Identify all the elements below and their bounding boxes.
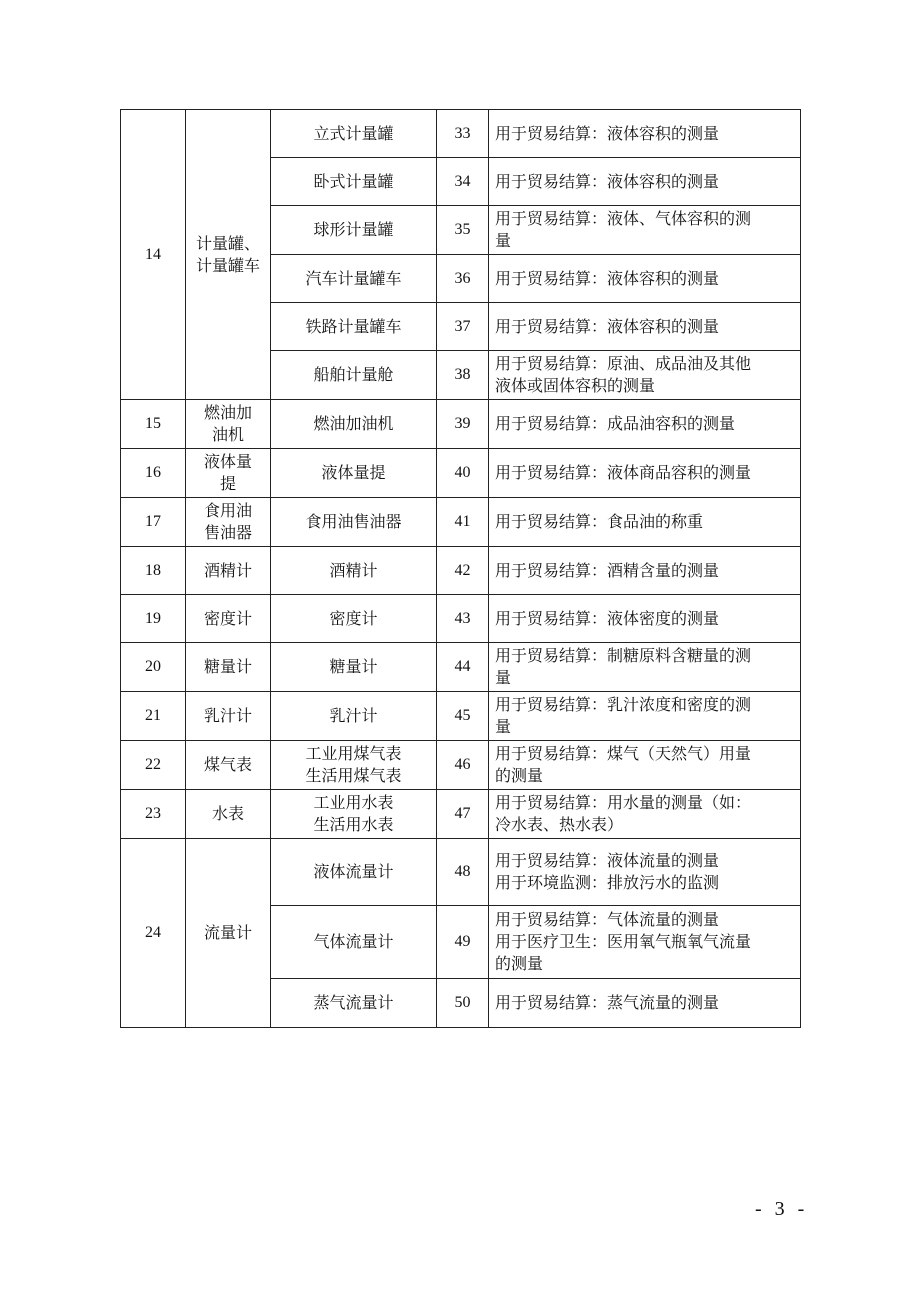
table-row (121, 741, 801, 790)
category-name: 密度计 (186, 595, 271, 643)
row-number: 19 (121, 595, 186, 643)
instrument-name: 食用油售油器 (271, 498, 437, 547)
table-row (121, 547, 801, 595)
instrument-name: 船舶计量舱 (271, 351, 437, 400)
sequence-number: 50 (437, 979, 489, 1028)
row-number: 23 (121, 790, 186, 839)
sequence-number: 34 (437, 158, 489, 206)
row-number: 21 (121, 692, 186, 741)
usage-description: 用于贸易结算：制糖原料含糖量的测 量 (489, 643, 801, 692)
usage-description: 用于贸易结算：液体容积的测量 (489, 110, 801, 158)
sequence-number: 45 (437, 692, 489, 741)
instrument-name: 密度计 (271, 595, 437, 643)
table-row (121, 449, 801, 498)
table-row (121, 595, 801, 643)
row-number: 24 (121, 839, 186, 1028)
table-row (121, 498, 801, 547)
instrument-name: 蒸气流量计 (271, 979, 437, 1028)
instrument-name: 球形计量罐 (271, 206, 437, 255)
instrument-name: 乳汁计 (271, 692, 437, 741)
usage-description: 用于贸易结算：酒精含量的测量 (489, 547, 801, 595)
table-body (121, 110, 801, 1028)
instrument-name: 汽车计量罐车 (271, 255, 437, 303)
row-number: 20 (121, 643, 186, 692)
category-name: 煤气表 (186, 741, 271, 790)
category-name: 乳汁计 (186, 692, 271, 741)
row-number: 15 (121, 400, 186, 449)
usage-description: 用于贸易结算：液体容积的测量 (489, 255, 801, 303)
sequence-number: 36 (437, 255, 489, 303)
row-number: 16 (121, 449, 186, 498)
usage-description: 用于贸易结算：液体容积的测量 (489, 303, 801, 351)
sequence-number: 41 (437, 498, 489, 547)
category-name: 液体量 提 (186, 449, 271, 498)
table-row (121, 400, 801, 449)
category-name: 计量罐、 计量罐车 (186, 110, 271, 400)
sequence-number: 42 (437, 547, 489, 595)
usage-description: 用于贸易结算：煤气（天然气）用量 的测量 (489, 741, 801, 790)
usage-description: 用于贸易结算：蒸气流量的测量 (489, 979, 801, 1028)
usage-description: 用于贸易结算：气体流量的测量 用于医疗卫生：医用氧气瓶氧气流量 的测量 (489, 906, 801, 979)
instrument-name: 燃油加油机 (271, 400, 437, 449)
table-row (121, 692, 801, 741)
sequence-number: 33 (437, 110, 489, 158)
sequence-number: 48 (437, 839, 489, 906)
usage-description: 用于贸易结算：液体商品容积的测量 (489, 449, 801, 498)
sequence-number: 37 (437, 303, 489, 351)
instrument-name: 糖量计 (271, 643, 437, 692)
instrument-name: 立式计量罐 (271, 110, 437, 158)
category-name: 食用油 售油器 (186, 498, 271, 547)
instrument-name: 液体量提 (271, 449, 437, 498)
category-name: 酒精计 (186, 547, 271, 595)
sequence-number: 35 (437, 206, 489, 255)
instrument-name: 工业用煤气表 生活用煤气表 (271, 741, 437, 790)
row-number: 18 (121, 547, 186, 595)
sequence-number: 47 (437, 790, 489, 839)
table-row (121, 790, 801, 839)
row-number: 17 (121, 498, 186, 547)
instrument-name: 酒精计 (271, 547, 437, 595)
usage-description: 用于贸易结算：乳汁浓度和密度的测 量 (489, 692, 801, 741)
page-number: - 3 - (755, 1198, 809, 1220)
category-name: 糖量计 (186, 643, 271, 692)
table-row (121, 839, 801, 906)
usage-description: 用于贸易结算：食品油的称重 (489, 498, 801, 547)
instrument-name: 铁路计量罐车 (271, 303, 437, 351)
row-number: 22 (121, 741, 186, 790)
instrument-name: 气体流量计 (271, 906, 437, 979)
usage-description: 用于贸易结算：用水量的测量（如： 冷水表、热水表） (489, 790, 801, 839)
instrument-name: 工业用水表 生活用水表 (271, 790, 437, 839)
instrument-catalog-table (120, 109, 801, 1028)
sequence-number: 40 (437, 449, 489, 498)
table-row (121, 110, 801, 158)
sequence-number: 44 (437, 643, 489, 692)
usage-description: 用于贸易结算：液体容积的测量 (489, 158, 801, 206)
category-name: 水表 (186, 790, 271, 839)
row-number: 14 (121, 110, 186, 400)
usage-description: 用于贸易结算：液体流量的测量 用于环境监测：排放污水的监测 (489, 839, 801, 906)
table-row (121, 643, 801, 692)
sequence-number: 38 (437, 351, 489, 400)
usage-description: 用于贸易结算：原油、成品油及其他 液体或固体容积的测量 (489, 351, 801, 400)
sequence-number: 49 (437, 906, 489, 979)
usage-description: 用于贸易结算：成品油容积的测量 (489, 400, 801, 449)
sequence-number: 46 (437, 741, 489, 790)
usage-description: 用于贸易结算：液体、气体容积的测 量 (489, 206, 801, 255)
sequence-number: 43 (437, 595, 489, 643)
instrument-name: 卧式计量罐 (271, 158, 437, 206)
sequence-number: 39 (437, 400, 489, 449)
category-name: 燃油加 油机 (186, 400, 271, 449)
instrument-name: 液体流量计 (271, 839, 437, 906)
category-name: 流量计 (186, 839, 271, 1028)
usage-description: 用于贸易结算：液体密度的测量 (489, 595, 801, 643)
